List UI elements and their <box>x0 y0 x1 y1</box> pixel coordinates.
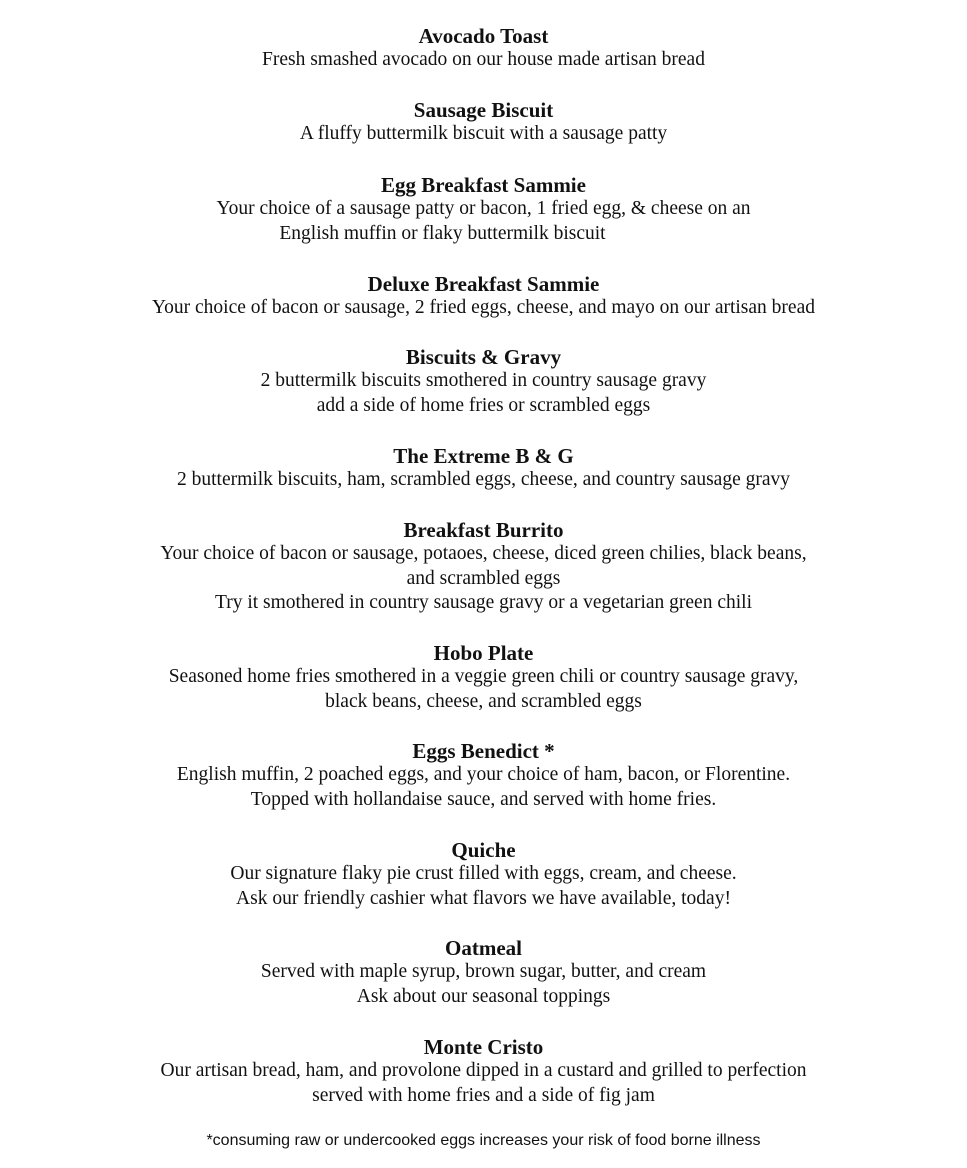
item-description: Your choice of a sausage patty or bacon, 1 fried egg, & cheese on an <box>216 198 751 219</box>
item-description: Our signature flaky pie crust filled with eggs, cream, and cheese. <box>230 863 737 884</box>
menu-item-extreme-bg <box>0 444 967 493</box>
menu-item-deluxe-breakfast-sammie <box>0 272 967 321</box>
item-description: English muffin or flaky buttermilk biscuit <box>279 222 606 244</box>
item-title: Oatmeal <box>445 936 522 960</box>
raw-egg-disclaimer: *consuming raw or undercooked eggs increases your risk of food borne illness <box>206 1132 761 1149</box>
item-description: add a side of home fries or scrambled eggs <box>316 394 651 416</box>
item-title: Sausage Biscuit <box>413 98 554 122</box>
item-description: Ask our friendly cashier what flavors we have available, today! <box>236 887 731 909</box>
item-title: Hobo Plate <box>433 641 534 665</box>
item-description: Try it smothered in country sausage gravy or a vegetarian green chili <box>215 592 752 613</box>
menu-item-egg-breakfast-sammie <box>0 173 967 246</box>
menu-item-eggs-benedict <box>0 739 967 812</box>
item-description: Fresh smashed avocado on our house made artisan bread <box>262 49 705 70</box>
item-description: Ask about our seasonal toppings <box>356 985 611 1007</box>
item-description: Seasoned home fries smothered in a veggie green chili or country sausage gravy, <box>168 666 799 687</box>
item-title: Breakfast Burrito <box>403 518 564 542</box>
item-title: Deluxe Breakfast Sammie <box>367 272 600 296</box>
item-description: black beans, cheese, and scrambled eggs <box>325 690 642 712</box>
menu-item-avocado-toast <box>0 24 967 73</box>
item-description: served with home fries and a side of fig jam <box>312 1084 655 1106</box>
item-description: 2 buttermilk biscuits, ham, scrambled eggs, cheese, and country sausage gravy <box>177 469 790 490</box>
item-description: Our artisan bread, ham, and provolone dipped in a custard and grilled to perfection <box>160 1060 807 1081</box>
item-title: Avocado Toast <box>418 24 549 48</box>
menu-item-sausage-biscuit <box>0 98 967 147</box>
menu-item-breakfast-burrito <box>0 518 967 616</box>
item-description: and scrambled eggs <box>406 567 561 589</box>
item-description: Served with maple syrup, brown sugar, butter, and cream <box>260 961 707 982</box>
item-description: A fluffy buttermilk biscuit with a sausage patty <box>299 123 668 144</box>
item-description: Topped with hollandaise sauce, and served with home fries. <box>250 788 717 810</box>
item-title: Biscuits & Gravy <box>405 345 562 369</box>
item-description: 2 buttermilk biscuits smothered in country sausage gravy <box>260 370 707 391</box>
item-description: Your choice of bacon or sausage, potaoes, cheese, diced green chilies, black beans, <box>160 543 807 564</box>
menu-item-monte-cristo <box>0 1035 967 1108</box>
item-title: Quiche <box>451 838 516 862</box>
menu-item-hobo-plate <box>0 641 967 714</box>
item-title: The Extreme B & G <box>393 444 574 468</box>
menu-item-biscuits-gravy <box>0 345 967 418</box>
menu-item-quiche <box>0 838 967 911</box>
item-description: Your choice of bacon or sausage, 2 fried eggs, cheese, and mayo on our artisan bread <box>152 297 815 318</box>
item-description: English muffin, 2 poached eggs, and your choice of ham, bacon, or Florentine. <box>176 764 791 785</box>
item-title: Eggs Benedict * <box>412 739 555 763</box>
menu-item-oatmeal <box>0 936 967 1009</box>
item-title: Monte Cristo <box>423 1035 544 1059</box>
item-title: Egg Breakfast Sammie <box>381 173 586 197</box>
